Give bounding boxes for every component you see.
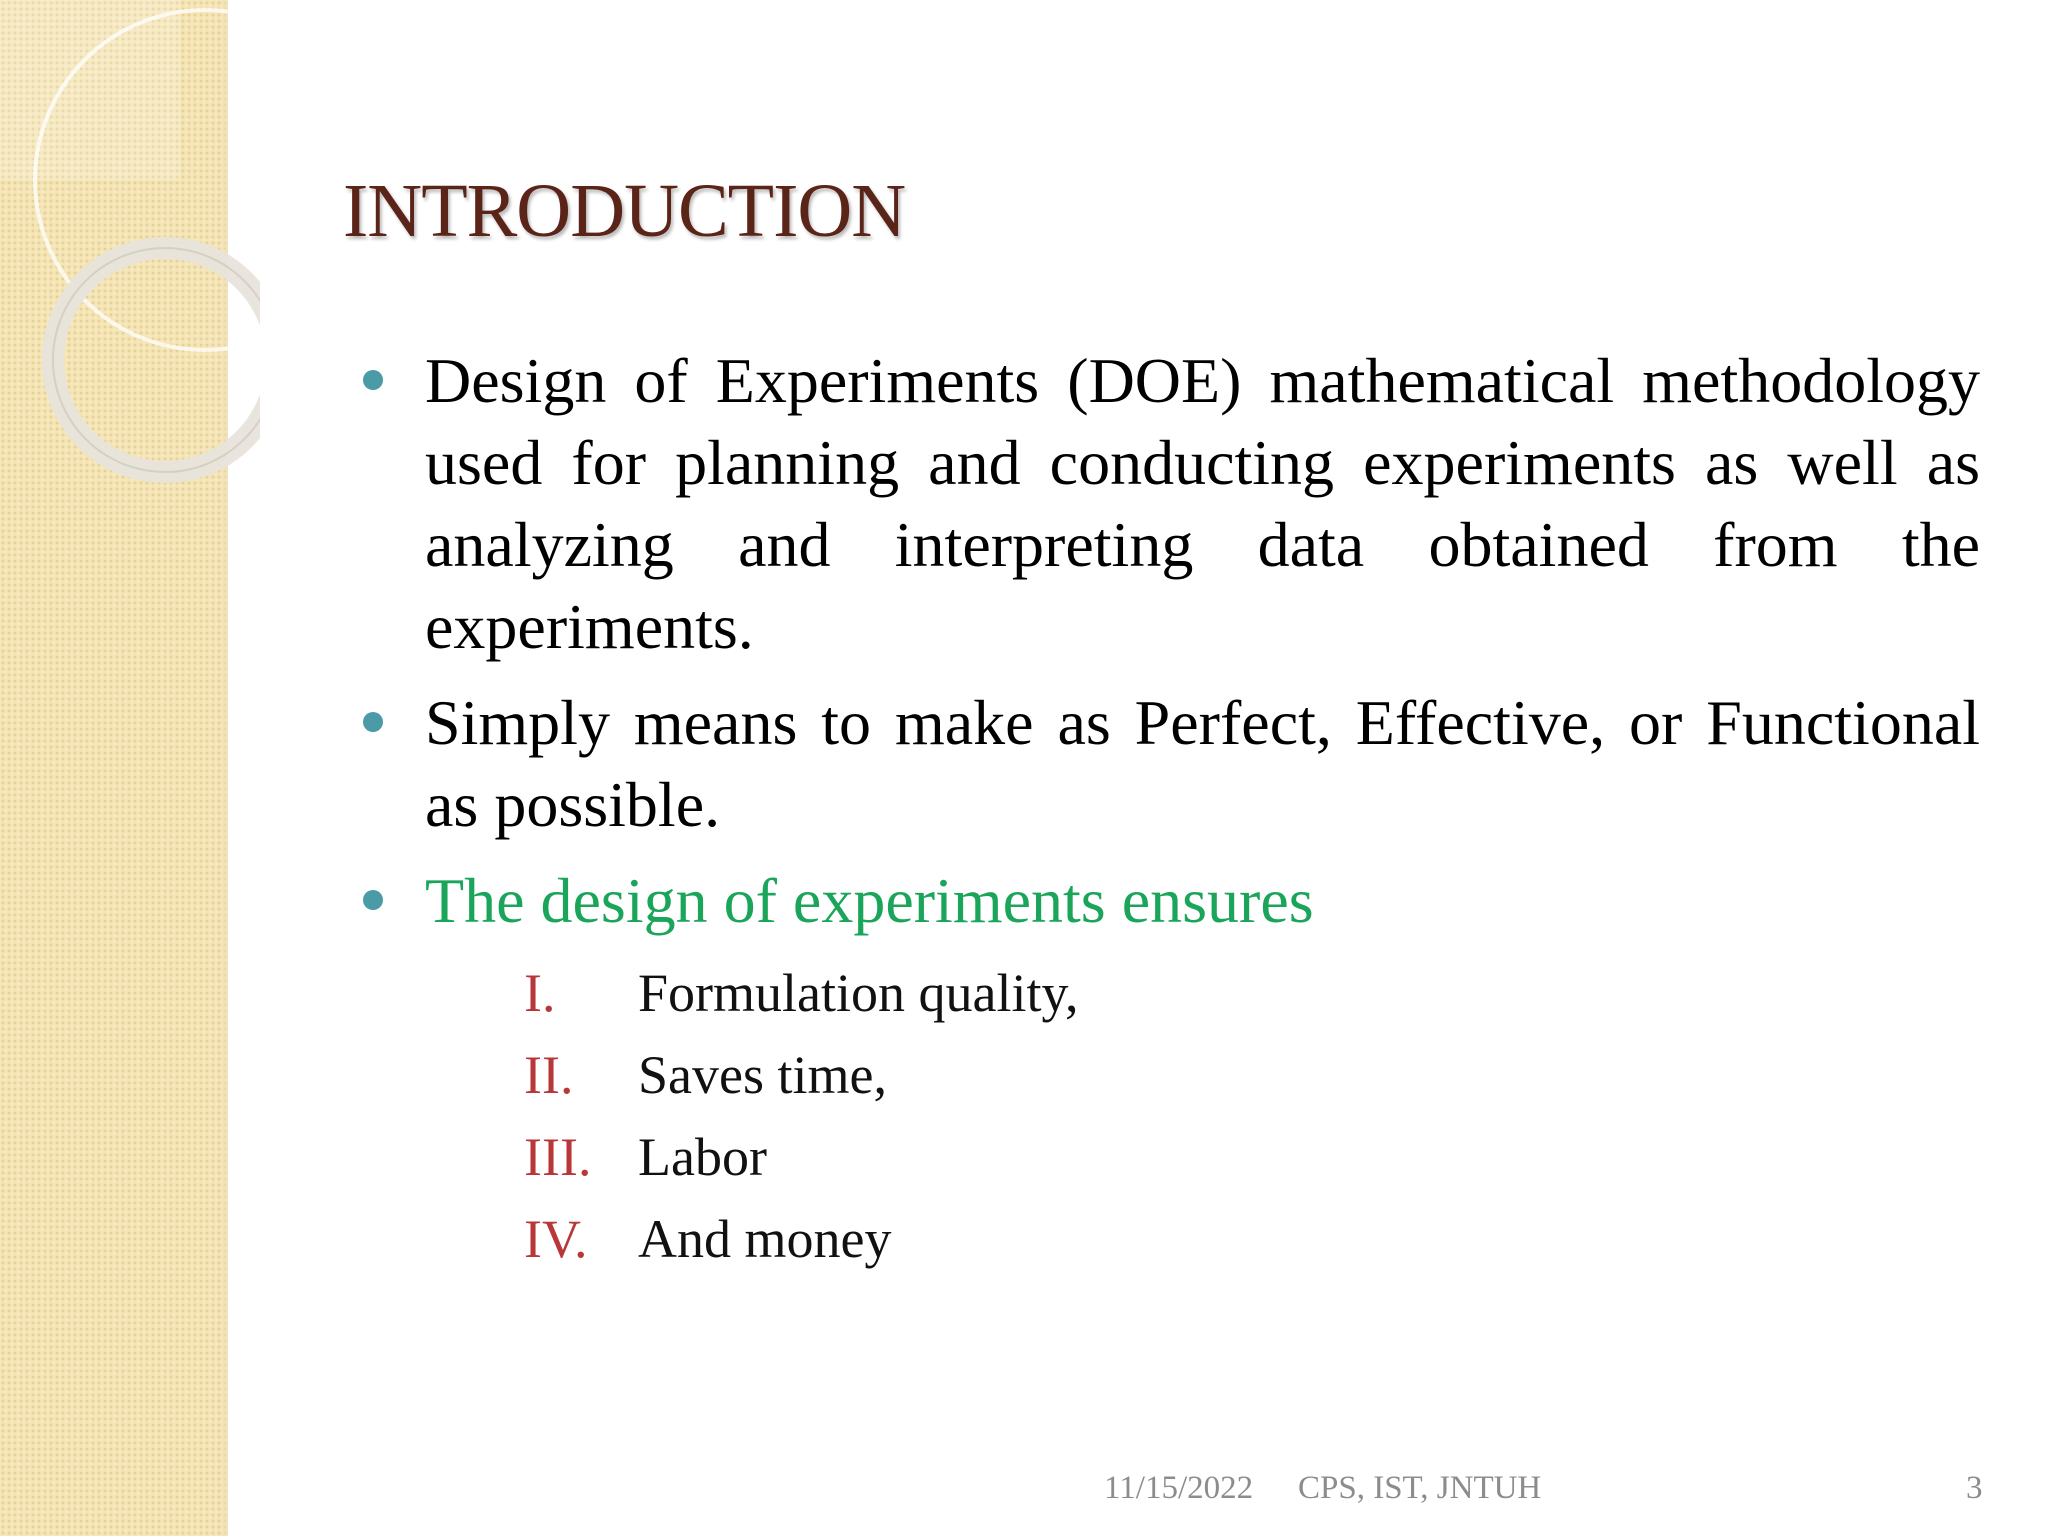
light-panel-shape [0, 0, 180, 180]
sublist-item [524, 952, 1078, 1034]
bullet-item-simply-means: Simply means to make as Perfect, Effective, or Functional as possible. [425, 682, 1980, 846]
sublist-item [524, 1034, 1078, 1116]
sublist-item-text: Formulation quality, [638, 963, 1079, 1023]
sublist-item [524, 1116, 1078, 1198]
slide-title: INTRODUCTION [343, 169, 906, 253]
roman-numeral: I. [524, 963, 556, 1023]
sublist-item [524, 1198, 1078, 1280]
bullet-list [425, 340, 1980, 956]
roman-numeral: III. [524, 1127, 592, 1187]
footer-date: 11/15/2022 [1104, 1470, 1254, 1506]
decorative-rings [0, 0, 260, 520]
roman-numeral: IV. [524, 1209, 588, 1269]
sublist-item-text: Saves time, [638, 1045, 887, 1105]
footer-organization: CPS, IST, JNTUH [1298, 1470, 1542, 1506]
bullet-item-doe-definition: Design of Experiments (DOE) mathematical methodology used for planning and conducting experiments as well as analyzing and interpreting data obtained from the experiments. [425, 340, 1980, 668]
roman-numeral: II. [524, 1045, 574, 1105]
bullet-item-design-ensures: The design of experiments ensures [425, 860, 1980, 942]
numbered-sublist [524, 952, 1078, 1280]
sublist-item-text: And money [638, 1209, 892, 1269]
sublist-item-text: Labor [638, 1127, 767, 1187]
footer-page-number: 3 [1966, 1470, 1983, 1506]
